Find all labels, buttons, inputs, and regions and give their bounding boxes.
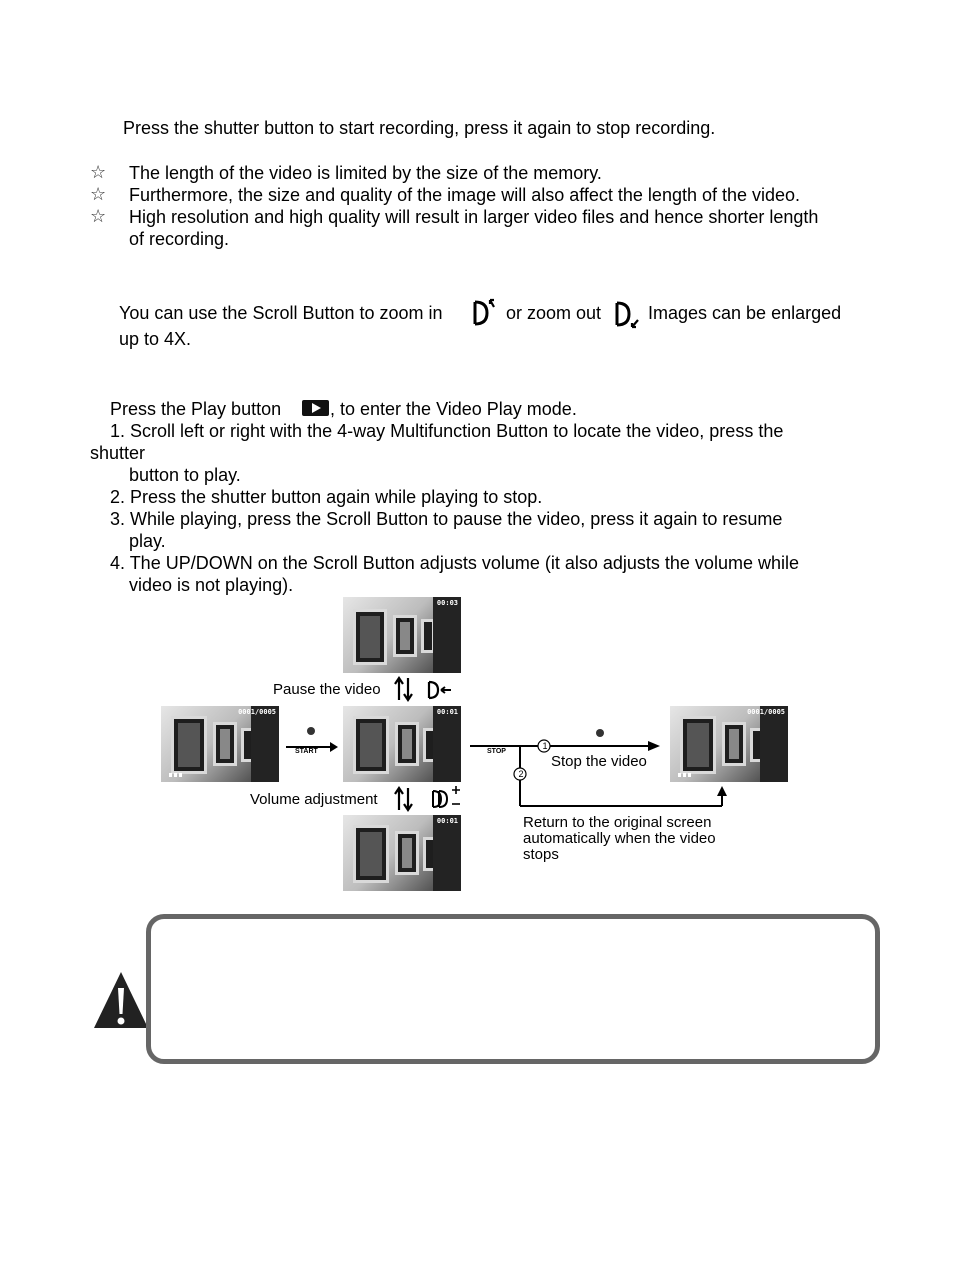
play-step-1: 1. Scroll left or right with the 4-way Multifunction Button to locate the video, press the xyxy=(110,421,784,441)
play-icon xyxy=(301,399,330,417)
volume-label: Volume adjustment xyxy=(250,791,378,808)
stop-label: STOP xyxy=(487,748,506,755)
zoom-text-limit: up to 4X. xyxy=(119,329,192,349)
play-step-3-cont: play. xyxy=(129,531,166,551)
return-label-line: automatically when the video xyxy=(523,830,716,847)
zoom-out-icon xyxy=(614,298,642,330)
play-step-2: 2. Press the shutter button again while playing to stop. xyxy=(110,487,543,507)
record-instruction: Press the shutter button to start recording, press it again to stop recording. xyxy=(123,118,716,138)
return-label-line: stops xyxy=(523,846,559,863)
timer-readout: 00:01 xyxy=(436,708,458,716)
start-label: START xyxy=(295,748,318,755)
play-step-1-cont: button to play. xyxy=(129,465,241,485)
note-item: The length of the video is limited by the size of the memory. xyxy=(129,163,602,183)
note-item-continued: of recording. xyxy=(129,229,230,249)
screen-thumbnail-pause xyxy=(343,597,461,673)
start-arrow-icon xyxy=(284,722,340,762)
play-step-1-wrap: shutter xyxy=(90,443,146,463)
play-step-3: 3. While playing, press the Scroll Button to pause the video, press it again to resume xyxy=(110,509,783,529)
volume-button-icon xyxy=(431,786,463,810)
screen-thumbnail-playing xyxy=(343,706,461,782)
note-item: Furthermore, the size and quality of the image will also affect the length of the video. xyxy=(129,185,801,205)
warning-box xyxy=(146,914,880,1064)
play-intro-rest: , to enter the Video Play mode. xyxy=(330,399,577,419)
marker-2: 2 xyxy=(518,769,524,779)
note-bullet-icon: ☆ xyxy=(90,162,107,183)
timer-readout: 00:03 xyxy=(436,599,458,607)
zoom-in-icon xyxy=(472,297,498,329)
zoom-text-enlarged: Images can be enlarged xyxy=(648,303,842,323)
zoom-text: You can use the Scroll Button to zoom in xyxy=(119,303,443,323)
up-down-arrows-icon xyxy=(393,786,415,812)
up-down-arrows-icon xyxy=(393,676,415,702)
note-bullet-icon: ☆ xyxy=(90,206,107,227)
marker-1: 1 xyxy=(542,741,548,751)
note-bullet-icon: ☆ xyxy=(90,184,107,205)
pause-label: Pause the video xyxy=(273,681,381,698)
timer-readout: 00:01 xyxy=(436,817,458,825)
note-item: High resolution and high quality will result in larger video files and hence shorter length xyxy=(129,207,819,227)
timer-readout: 0001/0005 xyxy=(747,708,785,716)
screen-thumbnail-volume xyxy=(343,815,461,891)
return-label-line: Return to the original screen xyxy=(523,814,712,831)
timer-readout: 0001/0005 xyxy=(238,708,276,716)
play-step-4-cont: video is not playing). xyxy=(129,575,294,595)
pause-button-icon xyxy=(427,680,453,700)
screen-thumbnail-browse xyxy=(161,706,279,782)
stop-video-label: Stop the video xyxy=(551,753,647,770)
play-step-4: 4. The UP/DOWN on the Scroll Button adjusts volume (it also adjusts the volume while xyxy=(110,553,799,573)
warning-icon xyxy=(92,970,150,1030)
play-intro: Press the Play button xyxy=(110,399,282,419)
zoom-text-or: or zoom out xyxy=(506,303,602,323)
